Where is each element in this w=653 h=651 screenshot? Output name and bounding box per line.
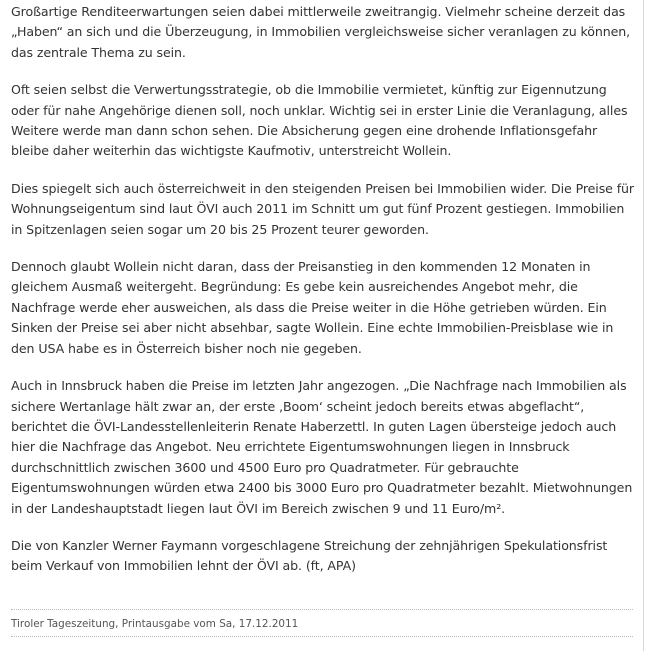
article-source-line: Tiroler Tageszeitung, Printausgabe vom Sa, 17.12.2011	[11, 618, 299, 630]
article-paragraph: Großartige Renditeerwartungen seien dabei mittlerweile zweitrangig. Vielmehr scheine derzeit das „Haben“ an sich und die Überzeugung, in Immobilien vergleichsweise sicher veranlagen zu können, das zentrale Thema zu sein.	[11, 4, 631, 60]
article-paragraph: Dennoch glaubt Wollein nicht daran, dass der Preisanstieg in den kommenden 12 Monaten in gleichem Ausmaß weitergeht. Begründung: Es gebe kein ausreichendes Angebot mehr, die Nachfrage werde eher ausweichen, als dass die Preise weiter in die Höhe getrieben würden. Ein Sinken der Preise sei aber nicht absehbar, sagte Wollein. Eine echte Immobilien-Preisblase wie in den USA habe es in Österreich bisher noch nie gegeben.	[11, 259, 614, 356]
source-divider-bottom	[11, 636, 633, 637]
article-paragraph: Auch in Innsbruck haben die Preise im letzten Jahr angezogen. „Die Nachfrage nach Immobilien als sichere Wertanlage hält zwar an, der erste ‚Boom‘ scheint jedoch bereits etwas abgeflacht“, berichtet die ÖVI-Landesstellenleiterin Renate Haberzettl. In guten Lagen übersteige jedoch auch hier die Nachfrage das Angebot. Neu errichtete Eigentumswohnungen liegen in Innsbruck durchschnittlich zwischen 3600 und 4500 Euro pro Quadratmeter. Für gebrauchte Eigentumswohnungen würden etwa 2400 bis 3000 Euro pro Quadratmeter bezahlt. Mietwohnungen in der Landeshauptstadt liegen laut ÖVI im Bereich zwischen 9 und 11 Euro/m².	[11, 378, 633, 516]
source-divider-top	[11, 609, 633, 610]
article-paragraph: Die von Kanzler Werner Faymann vorgeschlagene Streichung der zehnjährigen Spekulationsfrist beim Verkauf von Immobilien lehnt der ÖVI ab. (ft, APA)	[11, 537, 608, 574]
content-right-border	[643, 0, 644, 651]
article-paragraph: Oft seien selbst die Verwertungsstrategie, ob die Immobilie vermietet, künftig zur Eigennutzung oder für nahe Angehörige dienen soll, noch unklar. Wichtig sei in erster Linie die Veranlagung, alles Weitere werde man dann schon sehen. Die Absicherung gegen eine drohende Inflationsgefahr bleibe daher weiterhin das wichtigste Kaufmotiv, unterstreicht Wollein.	[11, 82, 628, 159]
article-paragraph: Dies spiegelt sich auch österreichweit in den steigenden Preisen bei Immobilien wider. Die Preise für Wohnungseigentum sind laut ÖVI auch 2011 im Schnitt um gut fünf Prozent gestiegen. Immobilien in Spitzenlagen seien sogar um 20 bis 25 Prozent teurer geworden.	[11, 180, 635, 237]
